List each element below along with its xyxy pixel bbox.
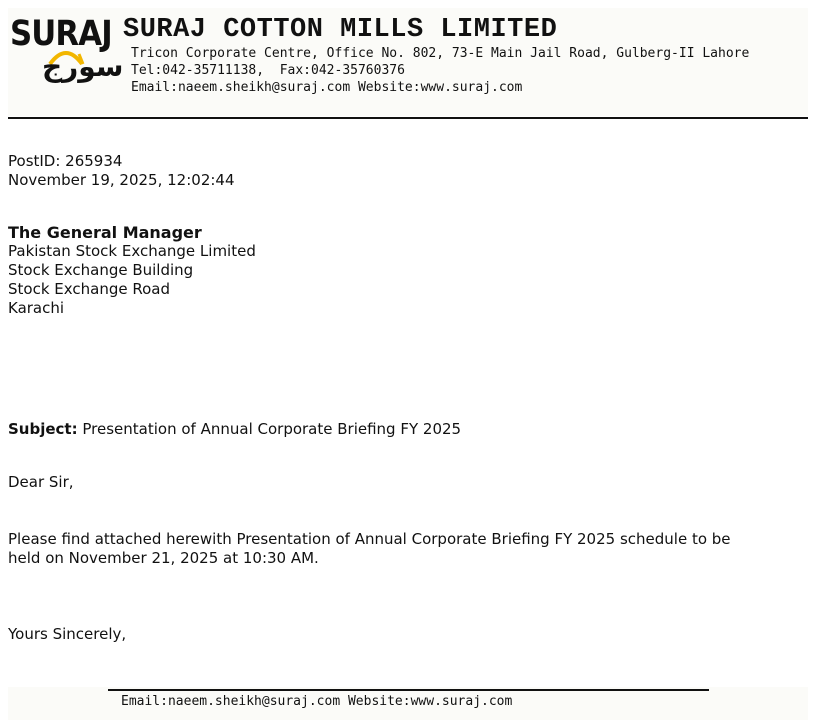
recipient-line-4: Karachi [8, 299, 65, 317]
company-tel-fax: Tel:042-35711138, Fax:042-35760376 [131, 63, 405, 78]
salutation: Dear Sir, [8, 473, 74, 491]
logo-urdu-text: سورج [42, 50, 124, 83]
company-address: Tricon Corporate Centre, Office No. 802, 73-E Main Jail Road, Gulberg-II Lahore [131, 46, 750, 61]
subject-line [8, 420, 461, 438]
body-paragraph-line-2: held on November 21, 2025 at 10:30 AM. [8, 549, 319, 567]
company-name: SURAJ COTTON MILLS LIMITED [123, 15, 558, 45]
recipient-title: The General Manager [8, 223, 202, 242]
closing: Yours Sincerely, [8, 625, 127, 643]
company-email-website: Email:naeem.sheikh@suraj.com Website:www.suraj.com [131, 80, 523, 95]
post-datetime: November 19, 2025, 12:02:44 [8, 171, 235, 189]
recipient-line-3: Stock Exchange Road [8, 280, 170, 298]
footer-divider [108, 689, 709, 691]
company-logo [10, 14, 124, 100]
body-paragraph-line-1: Please find attached herewith Presentation of Annual Corporate Briefing FY 2025 schedule to be [8, 530, 731, 548]
footer-email-website: Email:naeem.sheikh@suraj.com Website:www.suraj.com [121, 694, 513, 709]
post-id: PostID: 265934 [8, 152, 123, 170]
subject-text: Presentation of Annual Corporate Briefing FY 2025 [82, 420, 462, 438]
recipient-line-2: Stock Exchange Building [8, 261, 194, 279]
logo-wordmark: SURAJ [10, 14, 112, 54]
header-divider [8, 117, 808, 119]
subject-label: Subject: [8, 420, 78, 438]
letterhead [8, 8, 808, 116]
recipient-line-1: Pakistan Stock Exchange Limited [8, 242, 256, 260]
